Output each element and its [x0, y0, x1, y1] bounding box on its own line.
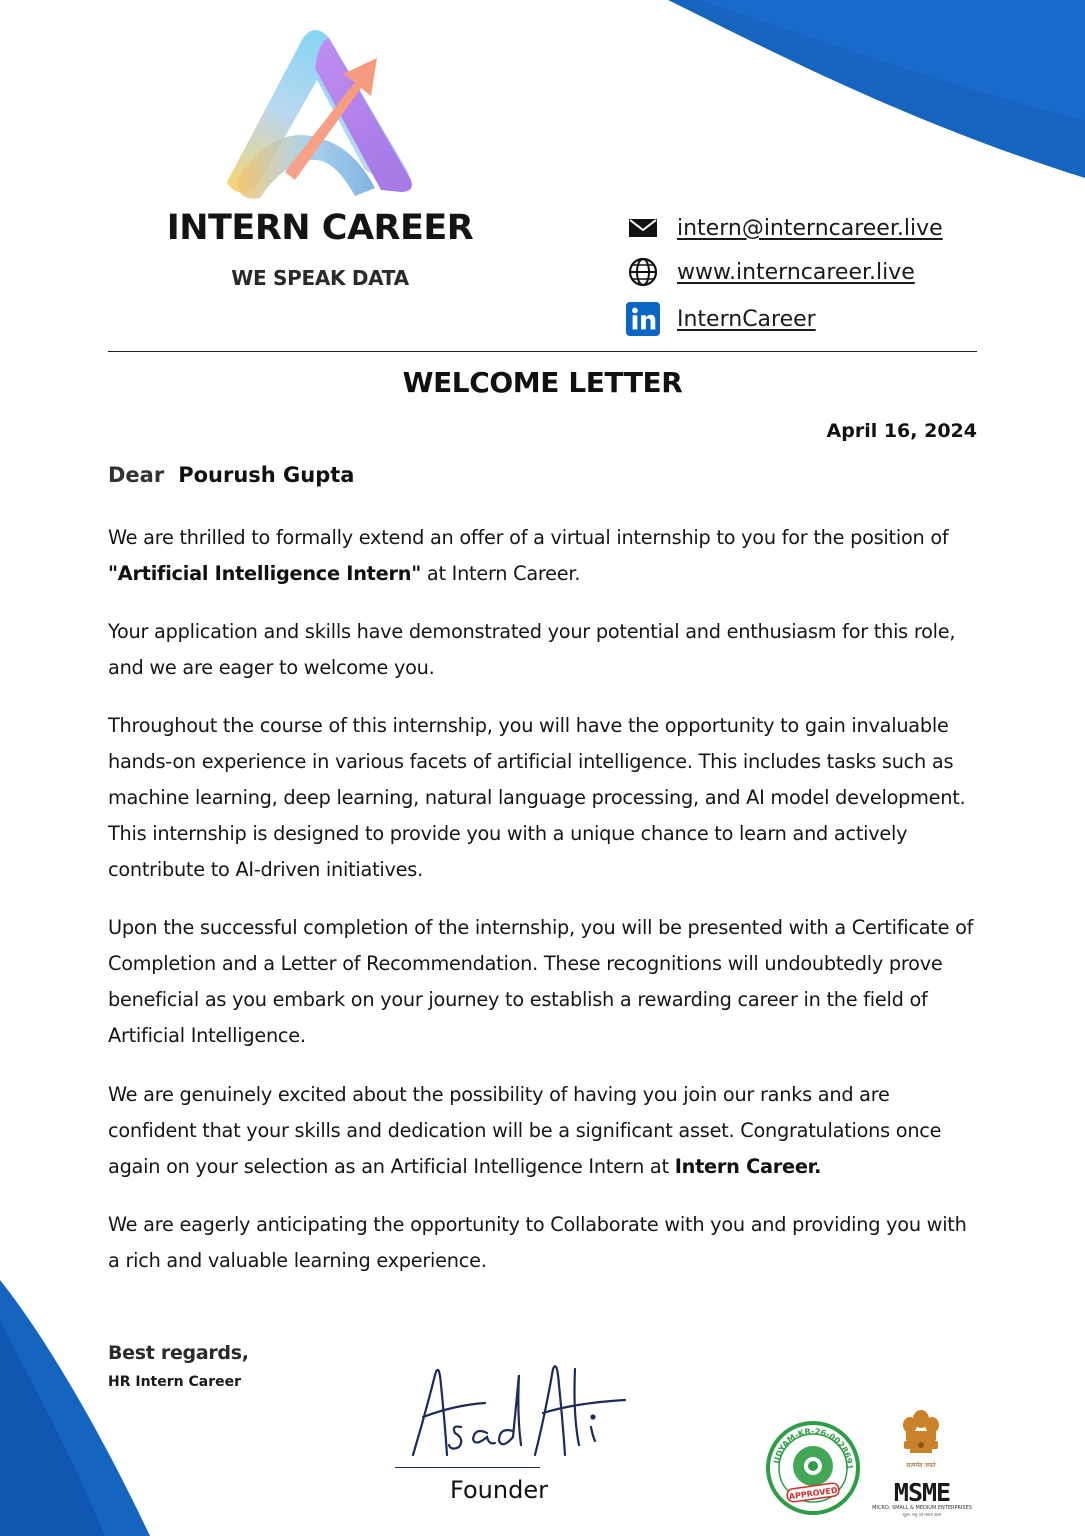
- paragraph-3: [108, 708, 980, 888]
- email-link[interactable]: intern@interncareer.live: [677, 215, 943, 241]
- msme-subtitle: MICRO, SMALL & MEDIUM ENTERPRISES: [872, 1505, 972, 1511]
- p3-text: Throughout the course of this internship, you will have the opportunity to gain invaluable hands-on experience in various facets of artificial intelligence. This includes tasks such as machine learning, deep learning, natural language processing, and AI model development. This internship is designed to provide you with a unique chance to learn and actively contribute to AI-driven initiatives.: [108, 714, 966, 881]
- msme-logo: MSME: [893, 1478, 951, 1507]
- msme-hindi-subtitle: सूक्ष्म, लघु एवं मध्यम उद्यम: [902, 1512, 942, 1517]
- company-bold: Intern Career.: [674, 1155, 822, 1178]
- recipient-name: Pourush Gupta: [178, 463, 355, 487]
- p2-text: Your application and skills have demonstrated your potential and enthusiasm for this role, and we are eager to welcome you.: [108, 620, 956, 679]
- salutation-word: Dear: [108, 463, 165, 487]
- signature-line: [395, 1467, 540, 1468]
- national-emblem-icon: [896, 1405, 946, 1473]
- letter-title: WELCOME LETTER: [402, 366, 683, 399]
- arrow-triangle-logo: [215, 20, 425, 210]
- header-divider: [108, 351, 977, 352]
- position-title: "Artificial Intelligence Intern": [108, 562, 421, 585]
- website-link[interactable]: www.interncareer.live: [677, 259, 915, 285]
- signature-title: Founder: [450, 1476, 548, 1504]
- p5-text-a: We are genuinely excited about the possibility of having you join our ranks and are confident that your skills and dedication will be a significant asset. Congratulations once again on your selection as an Artificial Intelligence Intern at: [108, 1083, 942, 1178]
- linkedin-icon: [626, 302, 660, 336]
- signer-org: HR Intern Career: [108, 1374, 241, 1390]
- paragraph-1: [108, 520, 980, 592]
- svg-text:सत्यमेव जयते: सत्यमेव जयते: [906, 1462, 936, 1469]
- p6-text: We are eagerly anticipating the opportunity to Collaborate with you and providing you with a rich and valuable learning experience.: [108, 1213, 967, 1272]
- p1-text-a: We are thrilled to formally extend an offer of a virtual internship to you for the position of: [108, 526, 949, 549]
- signature-image: [395, 1355, 635, 1465]
- globe-icon: [626, 255, 660, 289]
- letter-date: April 16, 2024: [826, 420, 977, 442]
- contact-website[interactable]: [626, 254, 915, 290]
- company-tagline: WE SPEAK DATA: [231, 266, 409, 290]
- p1-text-c: at Intern Career.: [421, 562, 581, 585]
- stamp-approved-label: APPROVED: [788, 1485, 839, 1502]
- mail-icon: [626, 211, 660, 245]
- paragraph-4: [108, 910, 980, 1054]
- linkedin-link[interactable]: InternCareer: [677, 306, 816, 332]
- p4-text: Upon the successful completion of the internship, you will be presented with a Certificate of Completion and a Letter of Recommendation. These recognitions will undoubtedly prove beneficial as you embark on your journey to establish a rewarding career in the field of Artificial Intelligence.: [108, 916, 974, 1047]
- company-name: INTERN CAREER: [166, 208, 474, 248]
- contact-email[interactable]: [626, 210, 943, 246]
- salutation: [108, 463, 354, 487]
- paragraph-2: [108, 614, 980, 686]
- paragraph-5: [108, 1077, 980, 1185]
- stamp-code: UDYAM-KR-26-0028691: [772, 1426, 855, 1470]
- udyam-approved-stamp: [765, 1420, 861, 1516]
- paragraph-6: [108, 1207, 980, 1279]
- contact-linkedin[interactable]: [626, 301, 816, 337]
- closing: Best regards,: [108, 1342, 249, 1364]
